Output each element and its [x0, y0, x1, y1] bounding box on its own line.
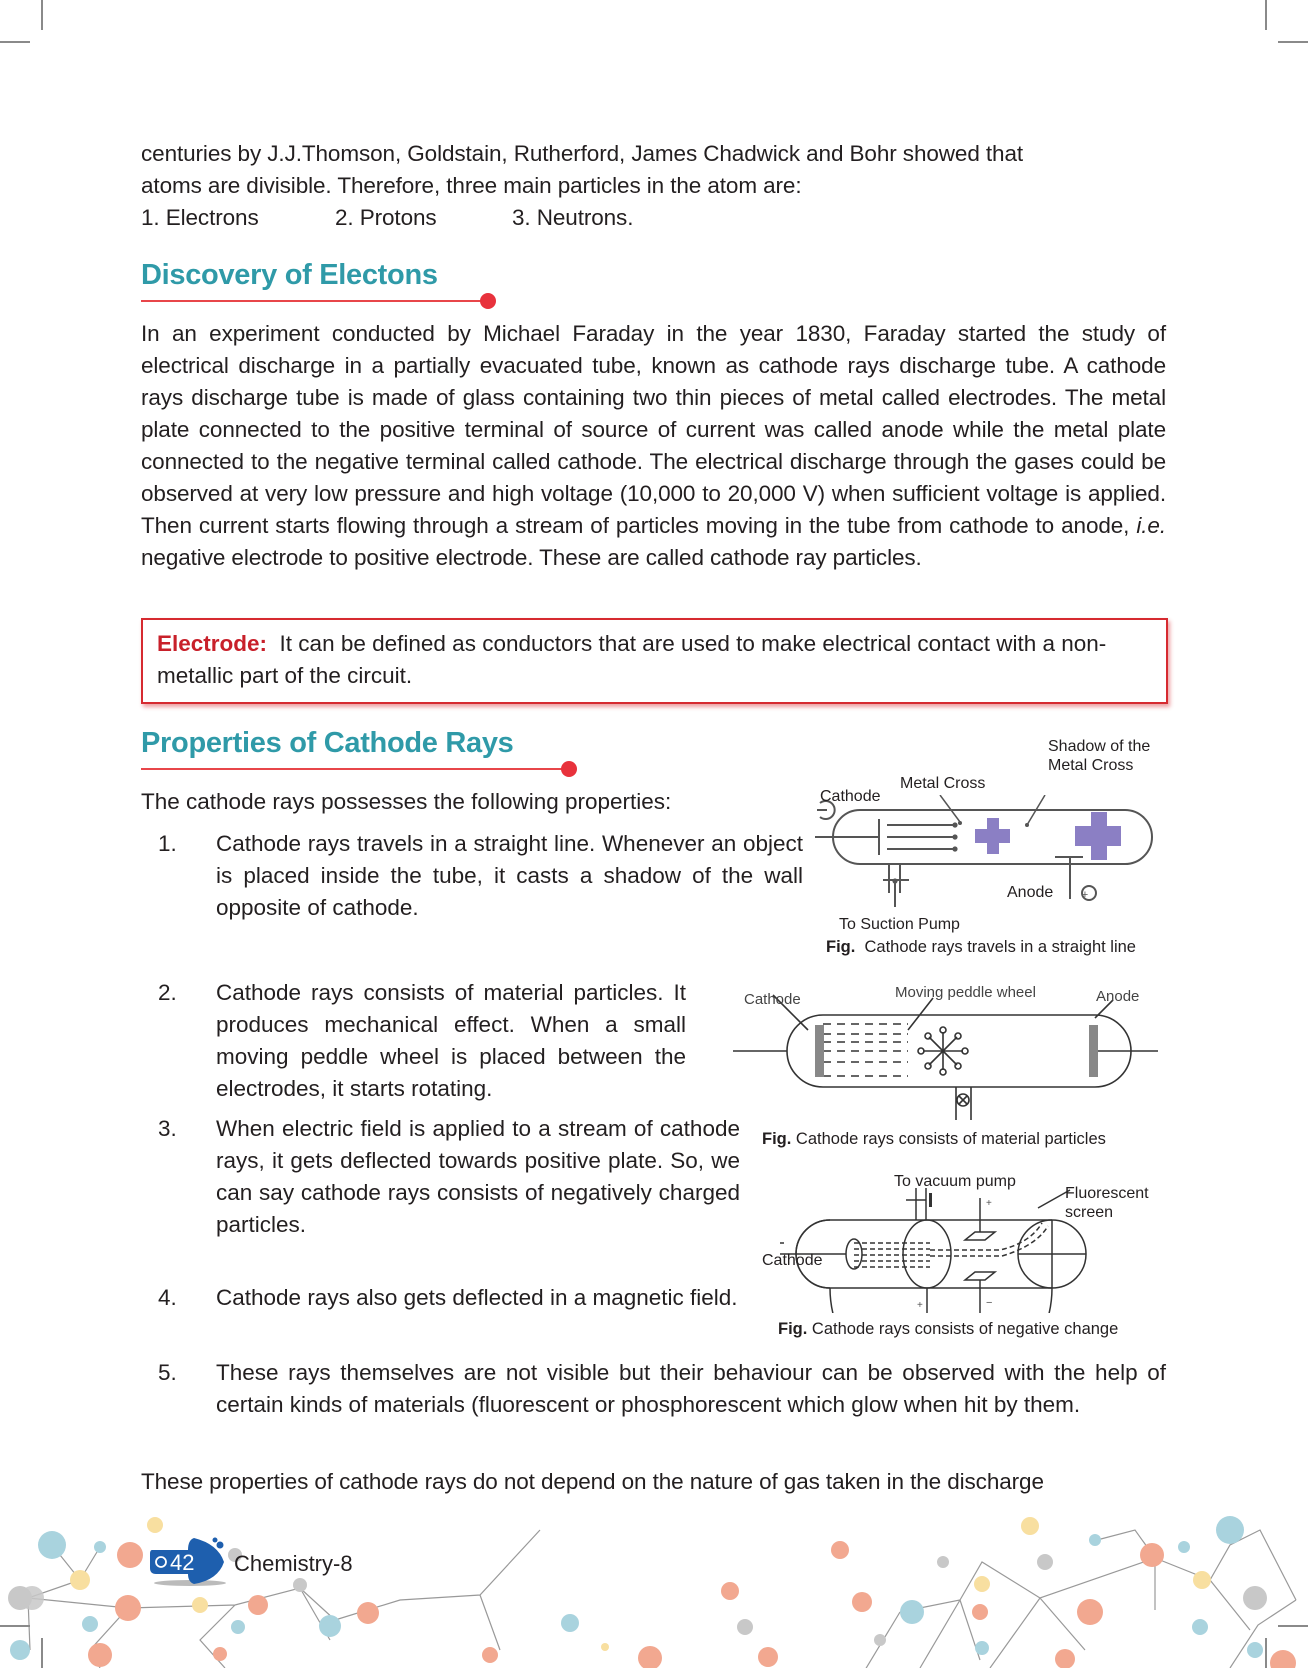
heading-underline — [141, 768, 569, 770]
particle-electrons: 1. Electrons — [141, 205, 259, 230]
discovery-paragraph: In an experiment conducted by Michael Faraday in the year 1830, Faraday started the study of electrical discharge in a partially evacuated tube, known as cathode rays discharge tube. A cathode rays discharge tube is made of glass containing two thin pieces of metal called electrodes. The metal plate connected to the positive terminal of source of current was called anode while the metal plate connected to the negative terminal called cathode. The electrical discharge through the gases could be observed at very low pressure and high voltage (10,000 to 20,000 V) when sufficient voltage is applied. Then current starts flowing through a stream of particles moving in the tube from cathode to anode, i.e. negative electrode to positive electrode. These are called cathode ray particles. — [141, 321, 1166, 570]
fig2-label-anode: Anode — [1096, 988, 1140, 1005]
heading-underline — [141, 300, 483, 302]
definition-term: Electrode: — [157, 631, 268, 656]
fig3-label-screen: Fluorescent screen — [1065, 1185, 1149, 1221]
section-heading-discovery: Discovery of Electons — [141, 259, 438, 291]
svg-text:−: − — [986, 1297, 993, 1309]
fig3-label-cathode: Cathode — [762, 1252, 823, 1269]
crop-mark — [41, 1638, 43, 1668]
fig3-caption: Fig. Cathode rays consists of negative change — [778, 1320, 1119, 1338]
section-heading-properties: Properties of Cathode Rays — [141, 727, 514, 759]
deflection-tube-diagram — [780, 1188, 1100, 1313]
fig1-label-shadow: Shadow of the Metal Cross — [1048, 738, 1151, 774]
intro-line-2: atoms are divisible. Therefore, three main particles in the atom are: — [141, 173, 802, 198]
property-item-4: 4. Cathode rays also gets deflected in a magnetic field. — [158, 1285, 738, 1310]
fig2-label-wheel: Moving peddle wheel — [895, 984, 1036, 1001]
property-item-3: 3. When electric field is applied to a stream of cathode rays, it gets deflected towards positive plate. So, we can say cathode rays consists of negatively charged particles. — [158, 1116, 740, 1237]
intro-text — [141, 138, 1166, 234]
svg-text:+: + — [917, 1300, 923, 1311]
paddle-wheel-diagram — [733, 990, 1158, 1120]
fig1-label-pump: To Suction Pump — [839, 916, 960, 933]
page-number: 42 — [170, 1550, 195, 1575]
crop-mark — [41, 0, 43, 30]
crop-mark — [0, 41, 30, 43]
fig1-caption: Fig. Cathode rays travels in a straight line — [826, 938, 1136, 956]
property-item-2: 2. Cathode rays consists of material particles. It produces mechanical effect. When a small moving peddle wheel is placed between the electrodes, it starts rotating. — [158, 980, 686, 1101]
property-item-1: 1. Cathode rays travels in a straight line. Whenever an object is placed inside the tube, it casts a shadow of the wall opposite of cathode. — [158, 831, 803, 920]
fig3-label-pump: To vacuum pump — [894, 1173, 1016, 1190]
definition-box — [141, 618, 1168, 704]
crop-mark — [1278, 41, 1308, 43]
definition-text: It can be defined as conductors that are used to make electrical contact with a non-metallic part of the circuit. — [157, 631, 1107, 688]
crop-mark — [1265, 0, 1267, 30]
cathode-tube-shadow-diagram — [815, 795, 1175, 920]
intro-line-1: centuries by J.J.Thomson, Goldstain, Rutherford, James Chadwick and Bohr showed that — [141, 141, 1024, 166]
fig2-caption: Fig. Cathode rays consists of material particles — [762, 1130, 1106, 1148]
crop-mark — [1265, 1638, 1267, 1668]
svg-text:+: + — [986, 1198, 992, 1209]
particle-protons: 2. Protons — [335, 205, 437, 230]
heading-dot — [480, 293, 496, 309]
book-title: Chemistry-8 — [234, 1551, 353, 1576]
fig1-label-metal-cross: Metal Cross — [900, 775, 986, 792]
particle-list — [141, 202, 1166, 234]
crop-mark — [1278, 1625, 1308, 1627]
fig2-label-cathode: Cathode — [744, 991, 801, 1008]
closing-text: These properties of cathode rays do not depend on the nature of gas taken in the discharge — [141, 1469, 1044, 1494]
crop-mark — [0, 1625, 30, 1627]
fig1-label-cathode: Cathode — [820, 788, 881, 805]
fig1-label-anode: Anode — [1007, 884, 1054, 901]
svg-text:+: + — [1081, 889, 1089, 901]
particle-neutrons: 3. Neutrons. — [512, 205, 634, 230]
property-item-5: 5. These rays themselves are not visible but their behaviour can be observed with the help of certain kinds of materials (fluorescent or phosphorescent which glow when hit by them. — [158, 1360, 1166, 1417]
heading-dot — [561, 761, 577, 777]
properties-intro: The cathode rays possesses the following properties: — [141, 789, 672, 814]
